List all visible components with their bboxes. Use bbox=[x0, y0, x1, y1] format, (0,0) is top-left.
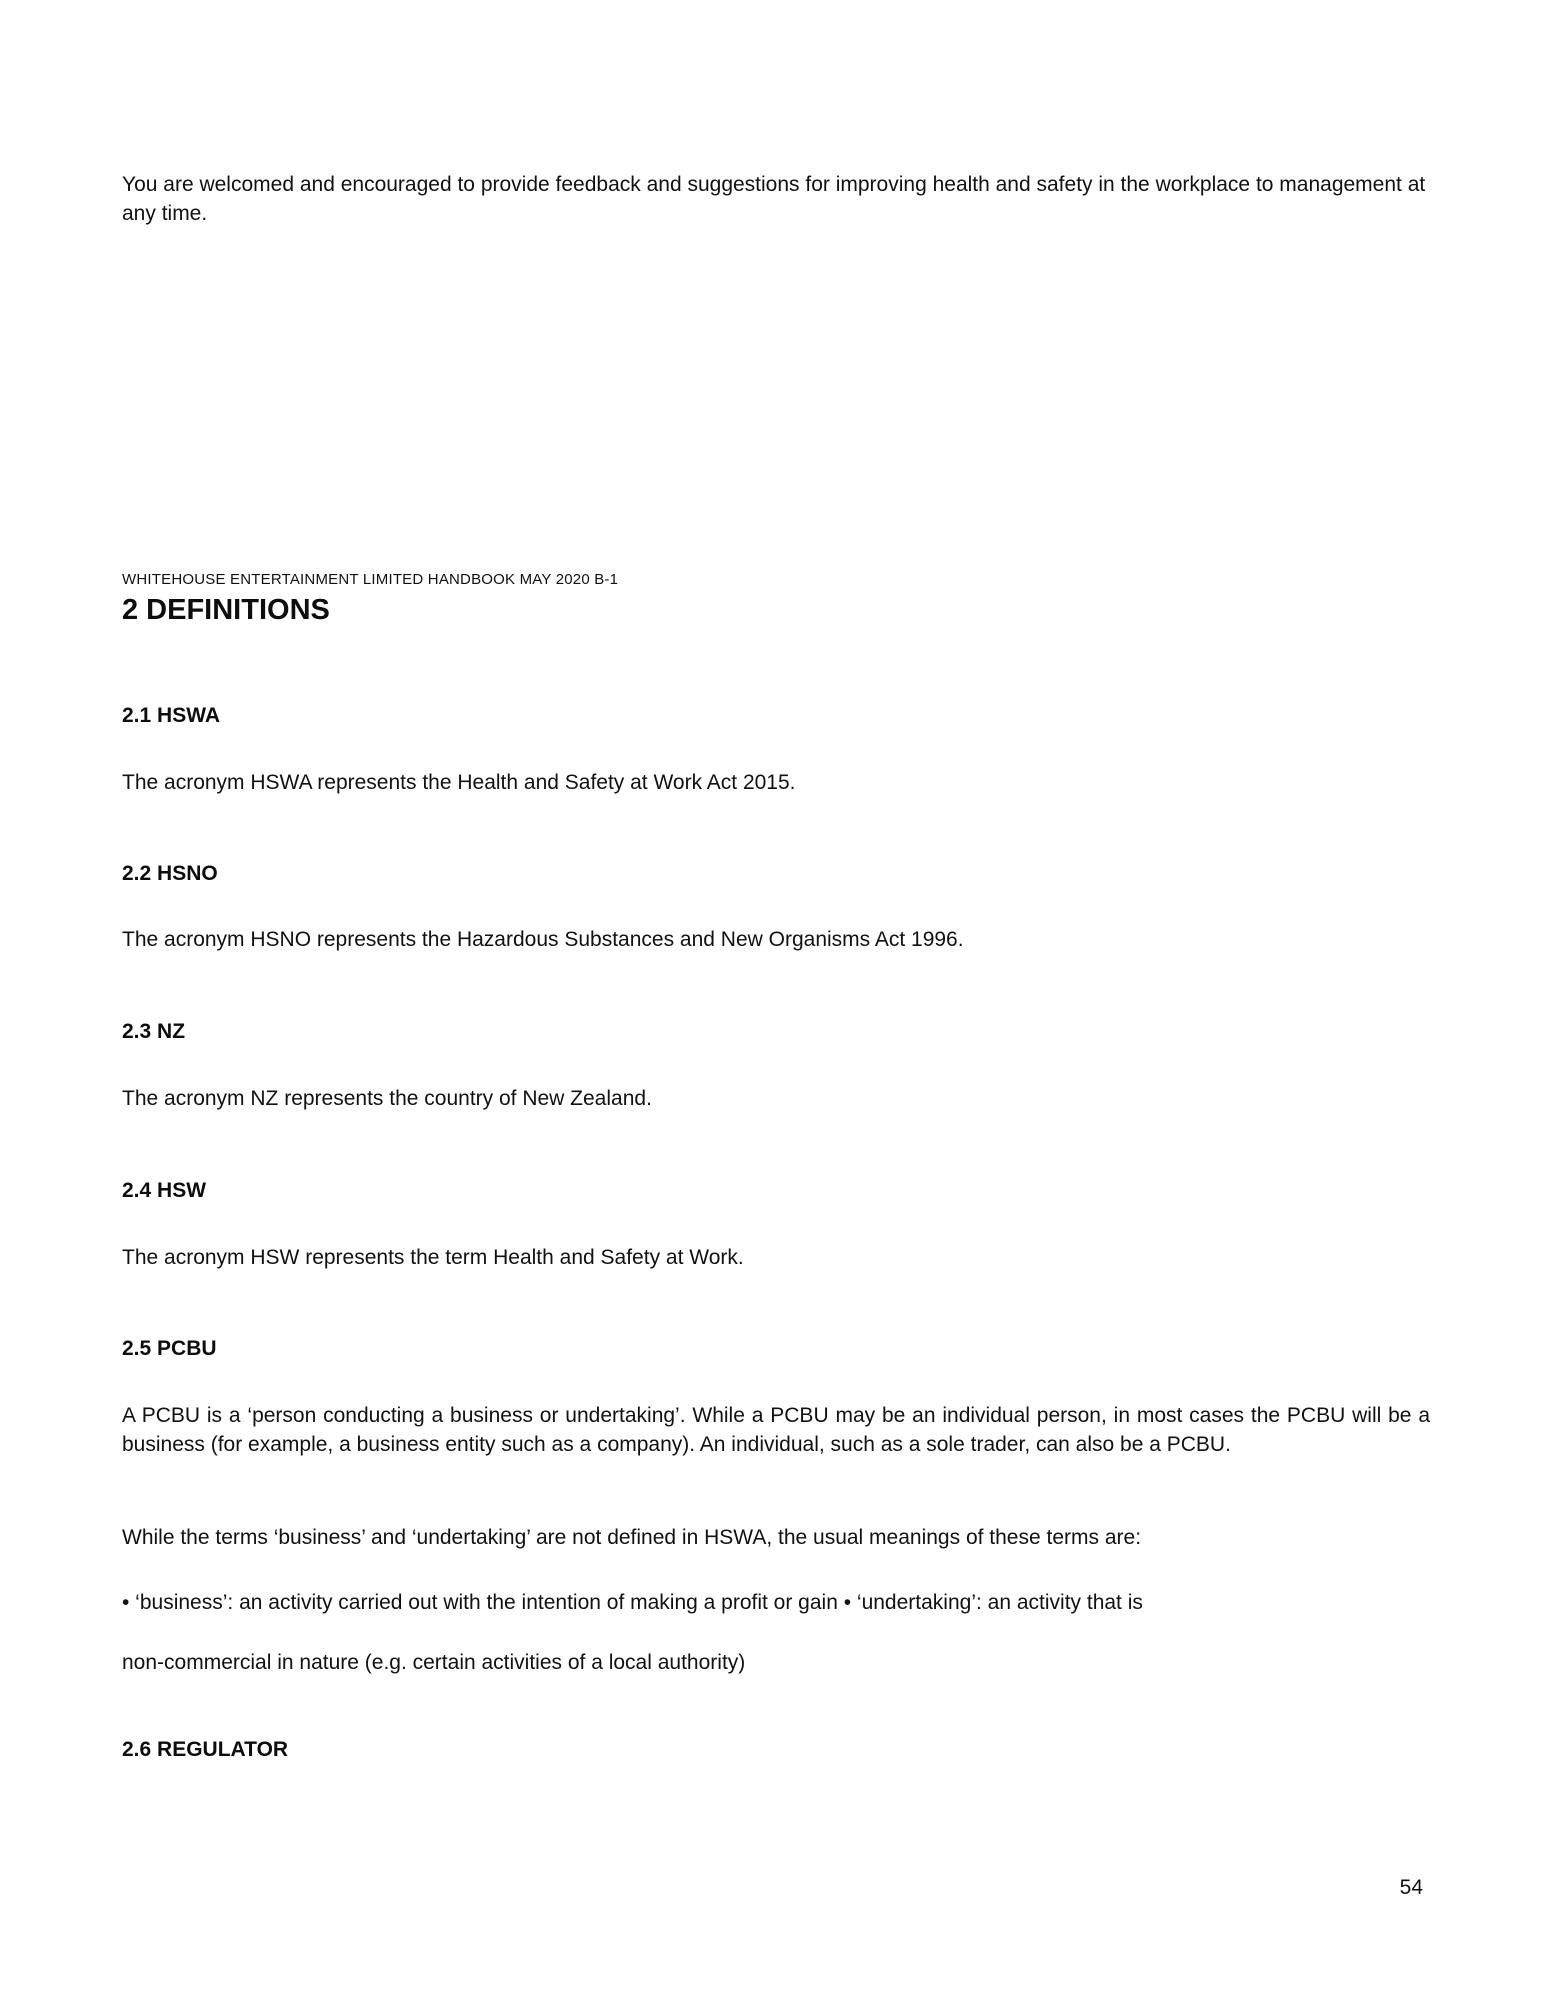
section-body-nz: The acronym NZ represents the country of New Zealand. bbox=[122, 1087, 652, 1110]
section-body-hswa: The acronym HSWA represents the Health and Safety at Work Act 2015. bbox=[122, 771, 796, 794]
section-body-hsw: The acronym HSW represents the term Health and Safety at Work. bbox=[122, 1246, 744, 1269]
page-number: 54 bbox=[1399, 1876, 1423, 1899]
section-heading-hswa: 2.1 HSWA bbox=[122, 704, 221, 727]
chapter-title: 2 DEFINITIONS bbox=[122, 594, 330, 626]
section-heading-regulator: 2.6 REGULATOR bbox=[122, 1738, 289, 1761]
section-heading-nz: 2.3 NZ bbox=[122, 1020, 186, 1043]
section-heading-pcbu: 2.5 PCBU bbox=[122, 1337, 217, 1360]
pcbu-noncommercial-line: non-commercial in nature (e.g. certain activities of a local authority) bbox=[122, 1651, 746, 1674]
pcbu-terms-paragraph: While the terms ‘business’ and ‘undertaking’ are not defined in HSWA, the usual meanings of these terms are: bbox=[122, 1526, 1142, 1549]
section-heading-hsno: 2.2 HSNO bbox=[122, 862, 218, 885]
section-body-hsno: The acronym HSNO represents the Hazardous Substances and New Organisms Act 1996. bbox=[122, 928, 964, 951]
section-body-pcbu: A PCBU is a ‘person conducting a business or undertaking’. While a PCBU may be an individual person, in most cases the PCBU will be a business (for example, a business entity such as a company). An individual, such as a sole trader, can also be a PCBU. bbox=[122, 1404, 1430, 1456]
section-heading-hsw: 2.4 HSW bbox=[122, 1179, 207, 1202]
intro-paragraph: You are welcomed and encouraged to provide feedback and suggestions for improving health and safety in the workplace to management at any time. bbox=[122, 173, 1426, 225]
handbook-header: WHITEHOUSE ENTERTAINMENT LIMITED HANDBOOK MAY 2020 B-1 bbox=[122, 571, 619, 588]
pcbu-bullet-line: • ‘business’: an activity carried out with the intention of making a profit or gain • ‘undertaking’: an activity that is bbox=[122, 1591, 1143, 1614]
